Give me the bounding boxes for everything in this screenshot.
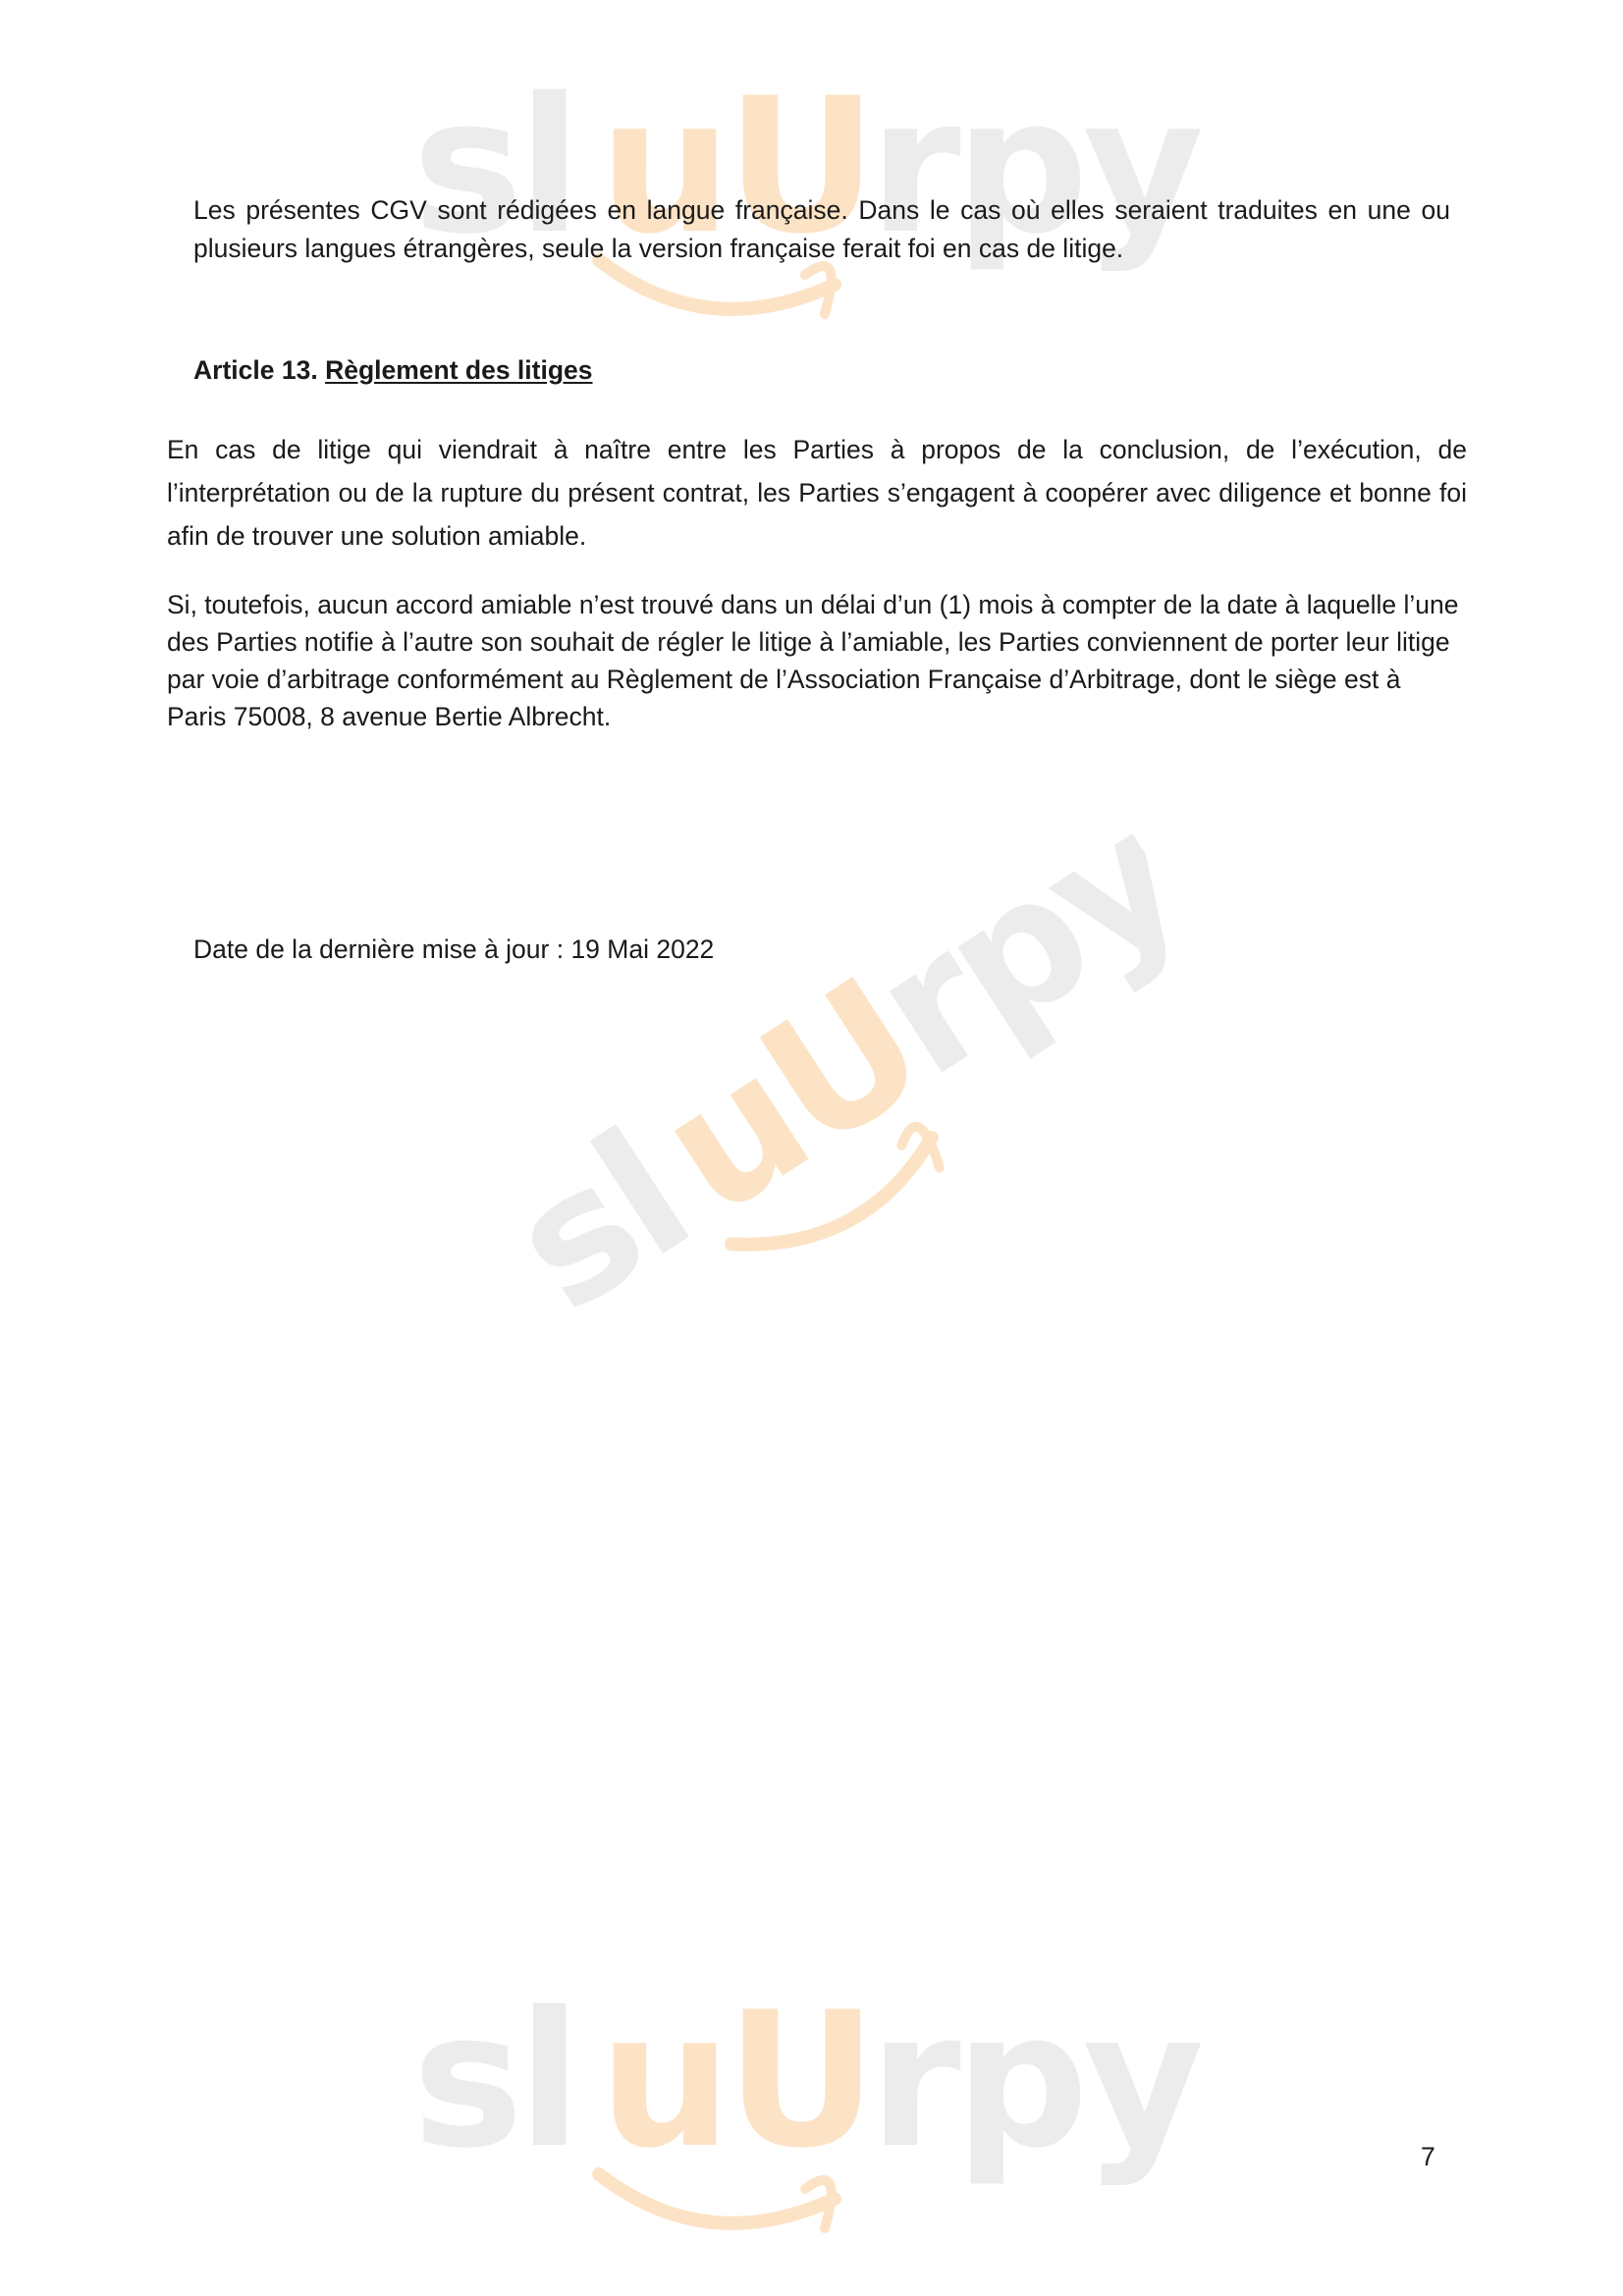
intro-paragraph: Les présentes CGV sont rédigées en langue française. Dans le cas où elles seraient traduites en une ou plusieurs langues étrangères, seule la version française ferait foi en cas de litige. [193,195,1450,263]
svg-text:rpy: rpy [840,774,1215,1116]
slurpy-watermark-bottom [412,1963,1227,2268]
svg-text:rpy: rpy [869,58,1199,275]
svg-text:uU: uU [599,1972,872,2189]
article-paragraph-1: En cas de litige qui viendrait à naître entre les Parties à propos de la conclusion, de l’exécution, de l’interprétation ou de la rupture du présent contrat, les Parties s’engagent à coopérer avec diligence et bonne foi afin de trouver une solution amiable. [167,435,1467,551]
last-update-date: Date de la dernière mise à jour : 19 Mai 2022 [193,934,715,964]
article-number: Article 13. [193,355,318,385]
svg-text:sl: sl [412,1972,576,2189]
svg-text:sl: sl [412,58,576,275]
article-title: Règlement des litiges [325,355,593,385]
svg-text:rpy: rpy [869,1972,1199,2189]
svg-text:uU: uU [626,942,955,1255]
slurpy-watermark-middle [366,618,1302,1502]
article-heading [193,355,593,386]
page-number: 7 [1421,2142,1435,2171]
article-paragraph-2: Si, toutefois, aucun accord amiable n’est trouvé dans un délai d’un (1) mois à compter de la date à laquelle l’une des Parties notifie à l’autre son souhait de régler le litige à l’amiable, les Parties conviennent de porter leur litige par voie d’arbitrage conformément au Règlement de l’Association Française d’Arbitrage, dont le siège est à Paris 75008, 8 avenue Bertie Albrecht. [167,590,1459,731]
svg-text:sl: sl [478,1095,720,1352]
svg-text:uU: uU [599,58,872,275]
